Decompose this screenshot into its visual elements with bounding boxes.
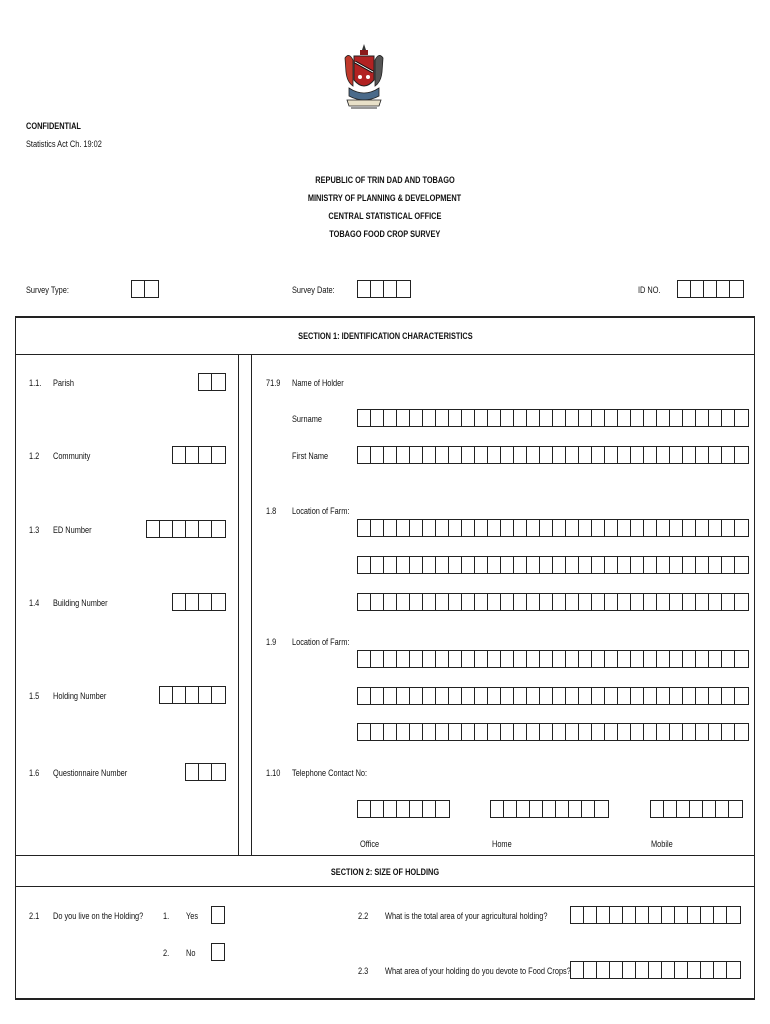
confidential-label: CONFIDENTIAL (26, 121, 81, 131)
survey-title: TOBAGO FOOD CROP SURVEY (329, 229, 441, 239)
location1-line3-boxes[interactable] (357, 593, 749, 611)
total-area-boxes[interactable] (570, 906, 741, 924)
building-number-boxes[interactable] (172, 593, 226, 611)
survey-type-boxes[interactable] (131, 280, 159, 298)
building-number-label: Building Number (53, 598, 108, 608)
q1-5-number: 1.5 (29, 691, 40, 701)
section2-title: SECTION 2: SIZE OF HOLDING (330, 867, 440, 877)
yes-option-number: 1. (163, 911, 170, 921)
id-no-label: ID NO. (638, 285, 661, 295)
location2-line2-boxes[interactable] (357, 687, 749, 705)
questionnaire-number-boxes[interactable] (185, 763, 226, 781)
location-of-farm-label-2: Location of Farm: (292, 637, 350, 647)
survey-type-label: Survey Type: (26, 285, 69, 295)
location2-line3-boxes[interactable] (357, 723, 749, 741)
first-name-boxes[interactable] (357, 446, 749, 464)
coat-of-arms-emblem (341, 42, 387, 114)
first-name-label: First Name (292, 451, 329, 461)
ed-number-boxes[interactable] (146, 520, 226, 538)
statistics-act-label: Statistics Act Ch. 19:02 (26, 139, 102, 149)
location2-line1-boxes[interactable] (357, 650, 749, 668)
yes-checkbox[interactable] (211, 906, 225, 924)
community-label: Community (53, 451, 91, 461)
parish-boxes[interactable] (198, 373, 226, 391)
q1-9-number: 1.9 (266, 637, 277, 647)
food-crop-area-label: What area of your holding do you devote to Food Crops? (385, 966, 571, 976)
org-line-3: CENTRAL STATISTICAL OFFICE (328, 211, 442, 221)
q1-3-number: 1.3 (29, 525, 40, 535)
office-label: Office (360, 839, 380, 849)
q1-1-number: 1.1. (29, 378, 42, 388)
q2-1-number: 2.1 (29, 911, 40, 921)
q1-6-number: 1.6 (29, 768, 40, 778)
food-crop-area-boxes[interactable] (570, 961, 741, 979)
q1-2-number: 1.2 (29, 451, 40, 461)
org-line-2: MINISTRY OF PLANNING & DEVELOPMENT (308, 193, 462, 203)
holding-number-boxes[interactable] (159, 686, 226, 704)
mobile-label: Mobile (651, 839, 673, 849)
no-checkbox[interactable] (211, 943, 225, 961)
survey-date-label: Survey Date: (292, 285, 335, 295)
q1-8-number: 1.8 (266, 506, 277, 516)
survey-date-boxes[interactable] (357, 280, 411, 298)
location1-line2-boxes[interactable] (357, 556, 749, 574)
questionnaire-number-label: Questionnaire Number (53, 768, 128, 778)
surname-label: Surname (292, 414, 322, 424)
location-of-farm-label-1: Location of Farm: (292, 506, 350, 516)
yes-option-label: Yes (186, 911, 199, 921)
name-of-holder-label: Name of Holder (292, 378, 344, 388)
community-boxes[interactable] (172, 446, 226, 464)
q2-3-number: 2.3 (358, 966, 369, 976)
q1-4-number: 1.4 (29, 598, 40, 608)
surname-boxes[interactable] (357, 409, 749, 427)
telephone-label: Telephone Contact No: (292, 768, 368, 778)
org-line-1: REPUBLIC OF TRIN DAD AND TOBAGO (315, 175, 455, 185)
id-no-boxes[interactable] (677, 280, 744, 298)
parish-label: Parish (53, 378, 74, 388)
home-label: Home (492, 839, 512, 849)
total-area-label: What is the total area of your agricultural holding? (385, 911, 548, 921)
q1-10-number: 1.10 (266, 768, 281, 778)
ed-number-label: ED Number (53, 525, 92, 535)
office-phone-boxes[interactable] (357, 800, 450, 818)
holding-number-label: Holding Number (53, 691, 107, 701)
home-phone-boxes[interactable] (490, 800, 609, 818)
location1-line1-boxes[interactable] (357, 519, 749, 537)
mobile-phone-boxes[interactable] (650, 800, 743, 818)
q1-7-number: 71.9 (266, 378, 281, 388)
q2-2-number: 2.2 (358, 911, 369, 921)
no-option-label: No (186, 948, 196, 958)
live-on-holding-label: Do you live on the Holding? (53, 911, 144, 921)
no-option-number: 2. (163, 948, 170, 958)
section1-title: SECTION 1: IDENTIFICATION CHARACTERISTICS (297, 331, 473, 341)
